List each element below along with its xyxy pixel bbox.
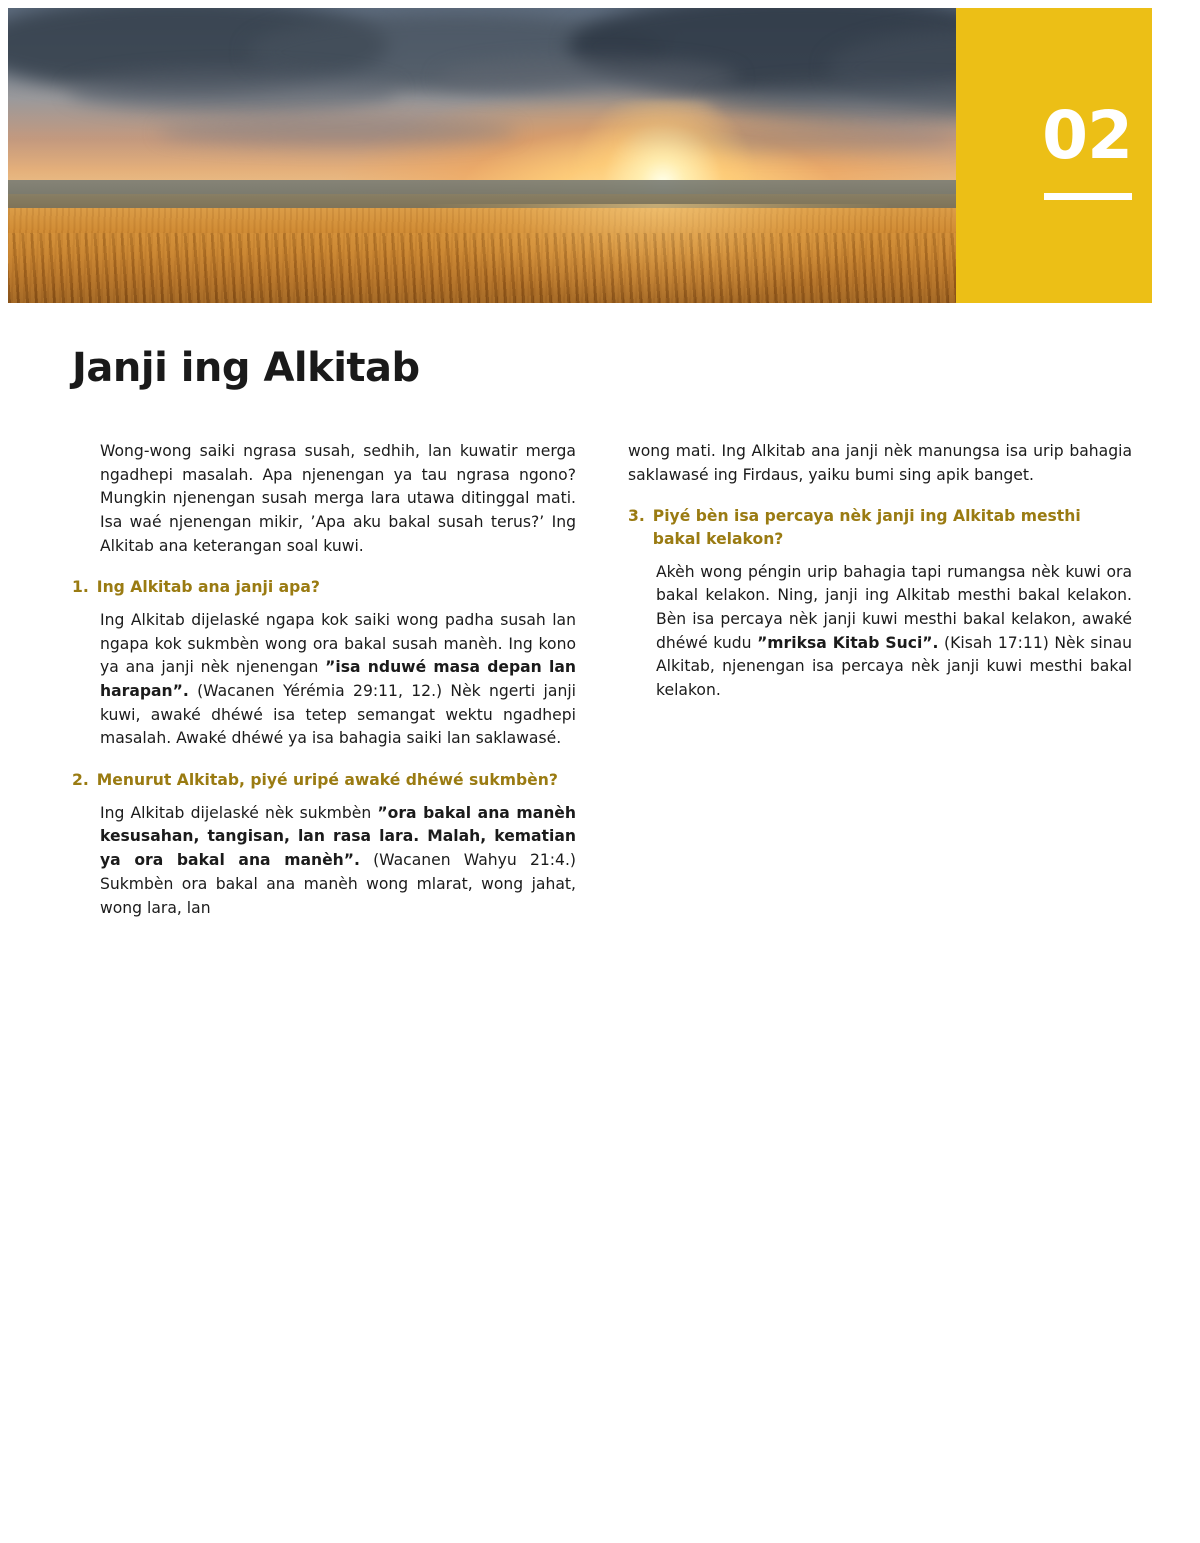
answer-1-bold-quote: ”isa nduwé masa depan lan harapan”. [100, 658, 576, 701]
question-1-number: 1. [72, 578, 89, 597]
answer-1-part1: Ing Alkitab dijelaské ngapa kok saiki wong padha susah lan ngapa kok sukmbèn wong ora bakal susah manèh. Ing kono ya ana janji nèk njenengan [100, 611, 576, 677]
chapter-number-underline [1044, 193, 1132, 200]
answer-3-bold-quote: ”mriksa Kitab Suci”. [757, 633, 939, 652]
answer-2-part2: (Wacanen Wahyu 21:4.) Sukmbèn ora bakal ana manèh wong mlarat, wong jahat, wong lara, lan [100, 851, 576, 917]
cloud-shape [438, 58, 738, 98]
answer-1-part2: (Wacanen Yérémia 29:11, 12.) Nèk ngerti janji kuwi, awaké dhéwé isa tetep semangat wektu ngadhepi masalah. Awaké dhéwé ya isa bahagia saiki lan saklawasé. [100, 682, 576, 748]
answer-3-paragraph [628, 561, 1132, 703]
answer-2-part1: Ing Alkitab dijelaské nèk sukmbèn [100, 803, 378, 822]
answer-1-paragraph [72, 609, 576, 751]
answer-3-part2: (Kisah 17:11) Nèk sinau Alkitab, njenengan isa percaya nèk janji kuwi mesthi bakal kelakon. [656, 633, 1133, 700]
answer-2-continuation: wong mati. Ing Alkitab ana janji nèk manungsa isa urip bahagia saklawasé ing Firdaus, yaiku bumi sing apik banget. [628, 442, 1132, 484]
question-3-heading [628, 505, 1132, 550]
right-column [628, 440, 1132, 920]
chapter-number: 02 [1042, 97, 1132, 174]
question-1-heading [72, 576, 576, 599]
wheat-stalks-layer [8, 233, 956, 303]
page-header [8, 8, 1152, 303]
answer-3-part1: Akèh wong péngin urip bahagia tapi rumangsa nèk kuwi ora bakal kelakon. Ning, janji ing Alkitab mesthi bakal kelakon. Bèn isa percaya nèk janji kuwi mesthi bakal kelakon, awaké dhéwé kudu [656, 562, 1132, 652]
page-title: Janji ing Alkitab [72, 345, 420, 391]
question-2-heading [72, 769, 576, 792]
question-3-number: 3. [628, 507, 645, 526]
question-3-text: Piyé bèn isa percaya nèk janji ing Alkitab mesthi bakal kelakon? [652, 507, 1081, 548]
left-column [72, 440, 576, 920]
chapter-number-box [956, 8, 1152, 303]
article-columns [72, 440, 1132, 920]
cloud-shape [68, 70, 398, 112]
hero-image [8, 8, 956, 303]
answer-2-paragraph [72, 802, 576, 920]
intro-paragraph: Wong-wong saiki ngrasa susah, sedhih, lan kuwatir merga ngadhepi masalah. Apa njenengan ya tau ngrasa ngono? Mungkin njenengan susah merga lara utawa ditinggal mati. Isa waé njenengan mikir, ’Apa aku bakal susah terus?’ Ing Alkitab ana keterangan soal kuwi. [100, 442, 576, 555]
cloud-shape [158, 118, 518, 146]
answer-2-bold-quote: ”ora bakal ana manèh kesusahan, tangisan, lan rasa lara. Malah, kematian ya ora bakal ana manèh”. [100, 803, 576, 870]
question-2-number: 2. [72, 771, 89, 790]
question-2-text: Menurut Alkitab, piyé uripé awaké dhéwé sukmbèn? [96, 771, 558, 790]
question-1-text: Ing Alkitab ana janji apa? [96, 578, 320, 597]
